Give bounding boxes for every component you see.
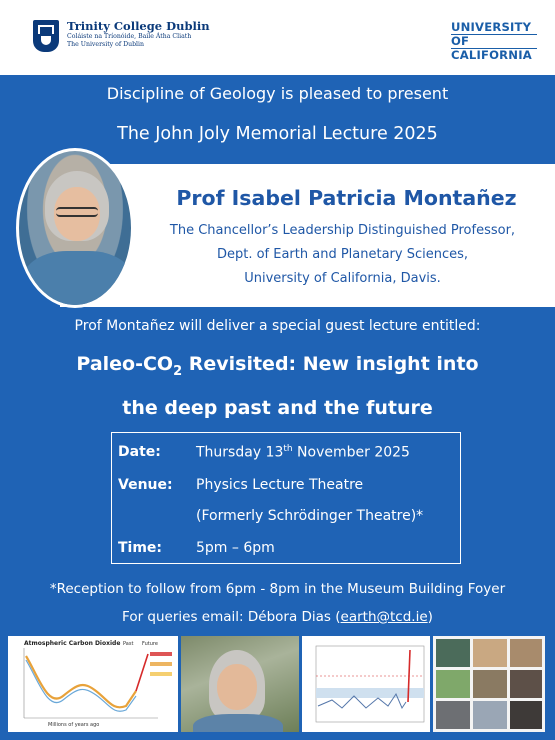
reception-note: *Reception to follow from 6pm - 8pm in the Museum Building Foyer bbox=[49, 581, 506, 597]
header-bar bbox=[0, 0, 555, 75]
venue-label: Venue: bbox=[118, 477, 173, 493]
venue-value: Physics Lecture Theatre bbox=[196, 477, 364, 493]
uc-logo bbox=[451, 21, 537, 62]
thumb-past-label: Past bbox=[123, 641, 134, 647]
uc-logo-line: OF bbox=[451, 35, 537, 49]
speaker-institution: University of California, Davis. bbox=[244, 271, 441, 286]
thumb-chart-graphic bbox=[8, 636, 178, 732]
uc-logo-line: CALIFORNIA bbox=[451, 48, 532, 62]
queries-line: For queries email: Débora Dias (earth@tcd.ie) bbox=[122, 609, 433, 625]
intro-text: Discipline of Geology is pleased to present bbox=[106, 84, 449, 103]
thumb-xlabel: Millions of years ago bbox=[48, 722, 100, 728]
email-link[interactable]: earth@tcd.ie bbox=[340, 609, 428, 625]
tcd-irish-name: Coláiste na Tríonóide, Baile Átha Cliath bbox=[67, 33, 192, 40]
speaker-portrait bbox=[16, 148, 134, 308]
tcd-subtitle: The University of Dublin bbox=[67, 41, 144, 48]
venue-former-name: (Formerly Schrödinger Theatre)* bbox=[196, 508, 424, 524]
co2-record-thumbnail bbox=[302, 636, 430, 732]
uc-logo-line: UNIVERSITY bbox=[451, 21, 537, 35]
date-label: Date: bbox=[118, 444, 161, 460]
talk-title-line2: the deep past and the future bbox=[122, 397, 433, 419]
date-value: Thursday 13th November 2025 bbox=[196, 444, 410, 461]
thumb-record-graphic bbox=[302, 636, 430, 732]
tcd-name: Trinity College Dublin bbox=[67, 19, 210, 33]
lecture-title: The John Joly Memorial Lecture 2025 bbox=[117, 124, 438, 144]
speaker-band bbox=[60, 164, 555, 307]
time-value: 5pm – 6pm bbox=[196, 540, 275, 556]
thumb-chart-title: Atmospheric Carbon Dioxide bbox=[24, 640, 121, 647]
speaker-photo-thumbnail bbox=[181, 636, 299, 732]
speaker-name: Prof Isabel Patricia Montañez bbox=[176, 186, 517, 210]
thumb-future-label: Future bbox=[142, 641, 158, 647]
time-label: Time: bbox=[118, 540, 163, 556]
details-box bbox=[111, 432, 461, 564]
deliver-text: Prof Montañez will deliver a special guest lecture entitled: bbox=[74, 318, 481, 334]
speaker-title: The Chancellor’s Leadership Distinguished Professor, bbox=[169, 223, 516, 238]
co2-chart-thumbnail bbox=[8, 636, 178, 732]
tcd-logo bbox=[33, 20, 210, 52]
tcd-crest-icon bbox=[33, 20, 59, 52]
speaker-department: Dept. of Earth and Planetary Sciences, bbox=[216, 247, 469, 262]
rock-samples-thumbnail bbox=[433, 636, 545, 732]
talk-title-line1: Paleo-$CO_2$ Revisited: New insight into bbox=[76, 353, 479, 379]
